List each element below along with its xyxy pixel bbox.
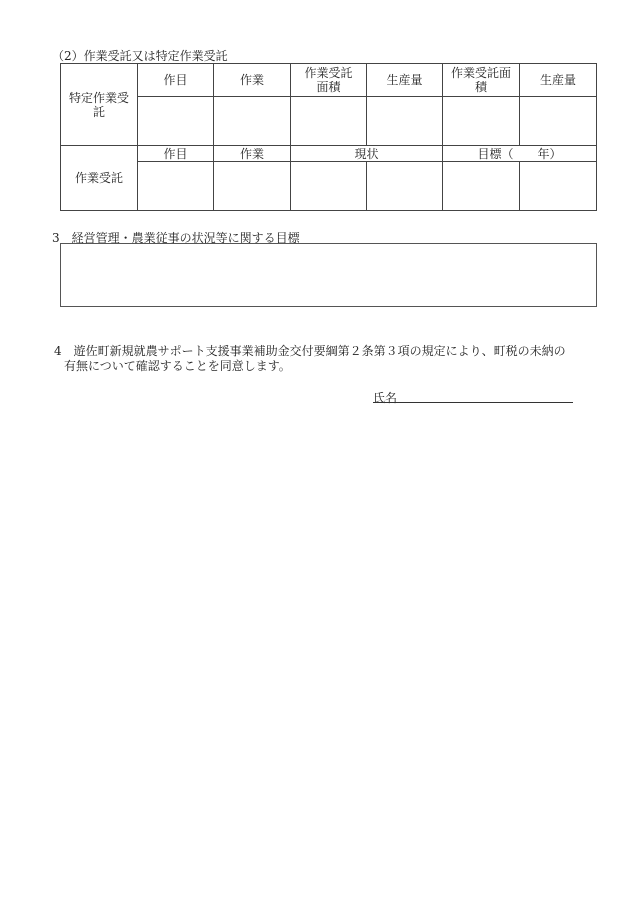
section2-heading: （2）作業受託又は特定作業受託: [52, 49, 228, 63]
input-cell[interactable]: [214, 162, 291, 211]
header-production: 生産量: [367, 64, 443, 97]
input-cell[interactable]: [138, 97, 214, 146]
specific-row-label: 特定作業受託: [61, 64, 138, 146]
header-area: 作業受託面積: [291, 64, 367, 97]
input-cell[interactable]: [443, 97, 520, 146]
input-cell[interactable]: [367, 97, 443, 146]
header-area-2: 作業受託面積: [443, 64, 520, 97]
header-crop: 作目: [138, 146, 214, 162]
input-cell[interactable]: [367, 162, 443, 211]
input-cell[interactable]: [214, 97, 291, 146]
section4-line2: 有無について確認することを同意します。: [64, 359, 291, 373]
header-production-2: 生産量: [520, 64, 597, 97]
input-cell[interactable]: [520, 162, 597, 211]
input-cell[interactable]: [291, 162, 367, 211]
section3-heading: 3 経営管理・農業従事の状況等に関する目標: [52, 231, 300, 245]
signature-label: 氏名: [373, 391, 398, 405]
header-target: 目標（ 年）: [443, 146, 597, 162]
input-cell[interactable]: [443, 162, 520, 211]
header-crop: 作目: [138, 64, 214, 97]
goals-input-box[interactable]: [60, 243, 597, 307]
header-work: 作業: [214, 146, 291, 162]
header-work: 作業: [214, 64, 291, 97]
input-cell[interactable]: [291, 97, 367, 146]
input-cell[interactable]: [138, 162, 214, 211]
section4-line1: 4 遊佐町新規就農サポート支援事業補助金交付要綱第２条第３項の規定により、町税の未納の: [54, 344, 566, 358]
input-cell[interactable]: [520, 97, 597, 146]
header-current: 現状: [291, 146, 443, 162]
signature-line[interactable]: [373, 402, 573, 403]
work-contract-table: [60, 63, 597, 211]
general-row-label: 作業受託: [61, 146, 138, 211]
